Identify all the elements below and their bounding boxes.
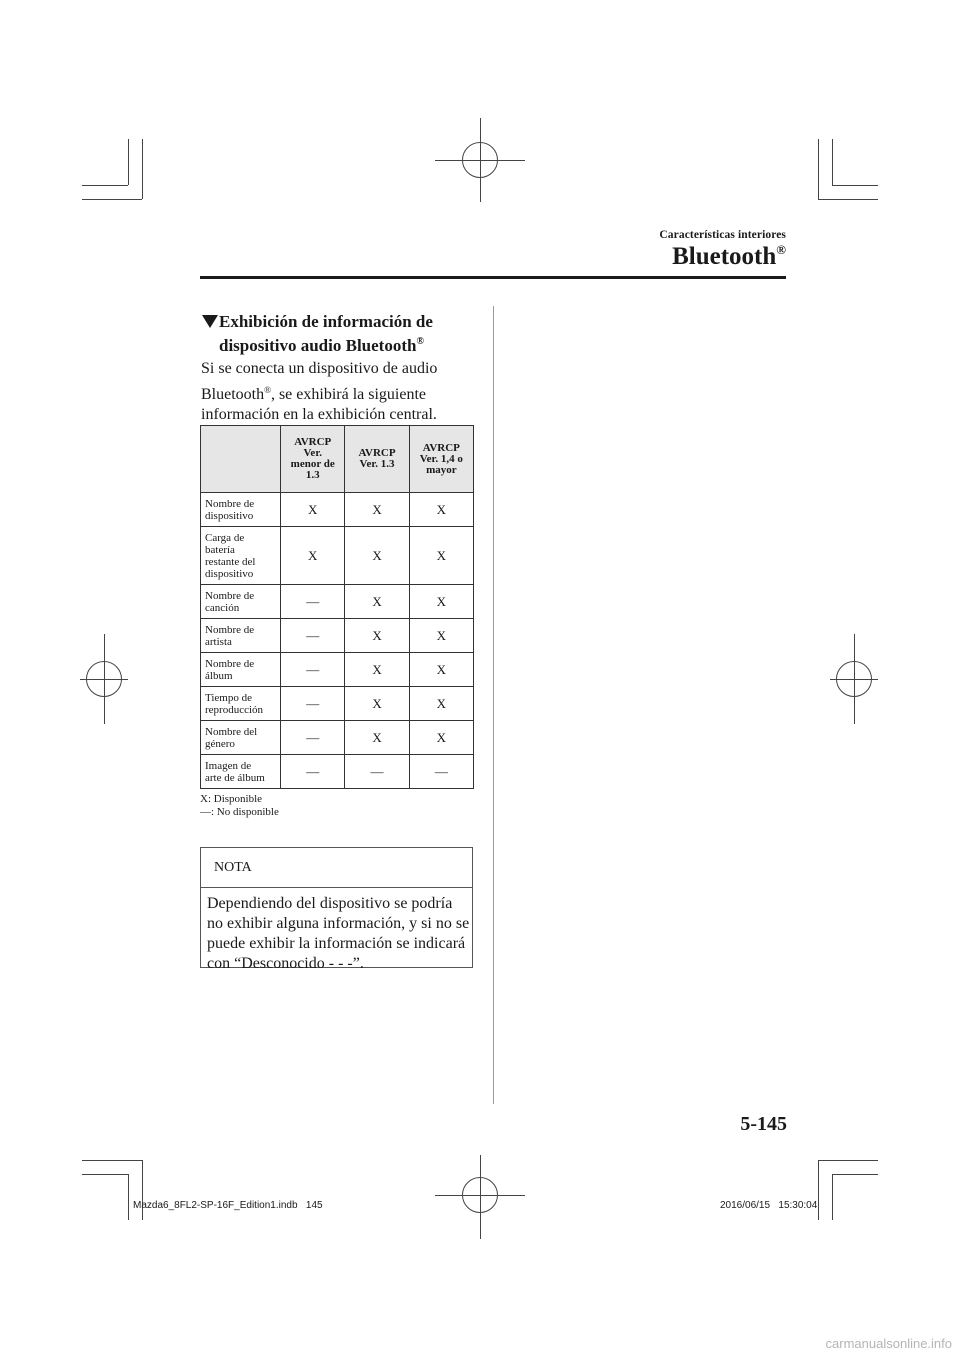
availability-cell: X — [281, 527, 345, 585]
row-label-line: Nombre de — [205, 589, 255, 602]
header-rule — [200, 276, 786, 279]
row-label — [201, 493, 281, 527]
footer-timestamp: 2016/06/15 15:30:04 — [720, 1200, 818, 1211]
down-triangle-icon — [202, 315, 218, 328]
availability-cell: — — [345, 755, 409, 789]
row-label-line: Carga de — [205, 531, 245, 544]
column-header-line: Ver. 1,4 o — [419, 452, 463, 465]
chapter-title-text: Bluetooth — [672, 243, 777, 270]
row-label-line: arte de álbum — [205, 771, 265, 784]
availability-cell: X — [345, 721, 409, 755]
row-label-line: Tiempo de — [205, 691, 252, 704]
row-label — [201, 653, 281, 687]
note-divider — [201, 887, 472, 888]
availability-cell: X — [345, 493, 409, 527]
availability-cell: — — [281, 721, 345, 755]
row-label — [201, 585, 281, 619]
page-number: 5-145 — [740, 1113, 787, 1135]
availability-cell: X — [409, 653, 473, 687]
availability-cell: — — [281, 687, 345, 721]
section-label: Características interiores — [659, 229, 786, 241]
note-body: Dependiendo del dispositivo se podría no exhibir alguna información, y si no se puede exhibir la información se indicará con “Desconocido - - -”. — [207, 895, 470, 972]
table-row — [201, 653, 474, 687]
table-row — [201, 527, 474, 585]
row-label-line: Nombre de — [205, 657, 255, 670]
availability-cell: — — [281, 585, 345, 619]
table-row — [201, 755, 474, 789]
column-divider — [493, 306, 494, 1104]
availability-cell: X — [345, 585, 409, 619]
heading-line-2 — [219, 332, 424, 356]
availability-cell: X — [409, 493, 473, 527]
availability-cell: — — [409, 755, 473, 789]
intro-paragraph — [201, 359, 491, 426]
column-header-line: AVRCP — [294, 436, 332, 448]
column-header-line: AVRCP — [358, 447, 396, 459]
registered-mark: ® — [776, 242, 786, 257]
registered-mark: ® — [416, 336, 424, 347]
table-header-row — [201, 426, 474, 493]
row-label-line: dispositivo — [205, 567, 254, 580]
column-header-line: mayor — [426, 463, 457, 476]
column-header — [409, 426, 473, 493]
availability-cell: X — [345, 687, 409, 721]
row-label-line: batería — [205, 543, 235, 556]
row-label — [201, 687, 281, 721]
row-label-line: reproducción — [205, 703, 264, 716]
intro-text-1: Si se conecta un dispositivo de audio Bluetooth — [201, 360, 438, 403]
row-label — [201, 755, 281, 789]
row-label-line: álbum — [205, 669, 233, 682]
availability-cell: X — [281, 493, 345, 527]
table-row — [201, 721, 474, 755]
row-label — [201, 721, 281, 755]
row-label-line: Nombre de — [205, 497, 255, 510]
row-label-line: Imagen de — [205, 759, 252, 772]
note-title: NOTA — [214, 860, 252, 875]
footer-filename: Mazda6_8FL2-SP-16F_Edition1.indb 145 — [133, 1200, 323, 1211]
row-label-line: artista — [205, 635, 232, 648]
heading-line-1: Exhibición de información de — [219, 312, 433, 331]
availability-cell: X — [409, 585, 473, 619]
table-row — [201, 619, 474, 653]
row-label — [201, 619, 281, 653]
column-header — [281, 426, 345, 493]
column-header-line: menor de — [290, 458, 335, 470]
row-label — [201, 527, 281, 585]
table-row — [201, 585, 474, 619]
table-row — [201, 687, 474, 721]
table-row — [201, 493, 474, 527]
column-header-line: Ver. 1.3 — [359, 458, 395, 470]
row-label-line: restante del — [205, 555, 256, 568]
availability-cell: — — [281, 755, 345, 789]
note-box — [200, 847, 473, 972]
column-header-line: 1.3 — [305, 469, 320, 481]
heading-line-2-text: dispositivo audio Bluetooth — [219, 336, 417, 355]
row-label-line: canción — [205, 601, 240, 614]
column-header-line: AVRCP — [422, 441, 460, 454]
availability-cell: X — [409, 687, 473, 721]
availability-cell: X — [345, 527, 409, 585]
availability-cell: X — [409, 721, 473, 755]
row-label-line: Nombre de — [205, 623, 255, 636]
table-corner-cell — [201, 426, 281, 493]
intro-text-2: , se exhibirá la siguiente información en la exhibición central. — [201, 385, 437, 423]
row-label-line: dispositivo — [205, 509, 254, 522]
table-legend — [200, 793, 279, 819]
availability-cell: — — [281, 653, 345, 687]
availability-cell: X — [345, 619, 409, 653]
legend-unavailable: —: No disponible — [200, 806, 279, 818]
row-label-line: género — [205, 737, 235, 750]
watermark: carmanualsonline.info — [825, 1336, 952, 1351]
column-header — [345, 426, 409, 493]
column-header-line: Ver. — [303, 447, 322, 459]
chapter-title — [672, 242, 786, 271]
registered-mark: ® — [264, 384, 271, 395]
availability-cell: — — [281, 619, 345, 653]
availability-cell: X — [409, 527, 473, 585]
avrcp-info-table — [200, 425, 474, 789]
availability-cell: X — [409, 619, 473, 653]
availability-cell: X — [345, 653, 409, 687]
legend-available: X: Disponible — [200, 793, 263, 805]
row-label-line: Nombre del — [205, 725, 258, 738]
